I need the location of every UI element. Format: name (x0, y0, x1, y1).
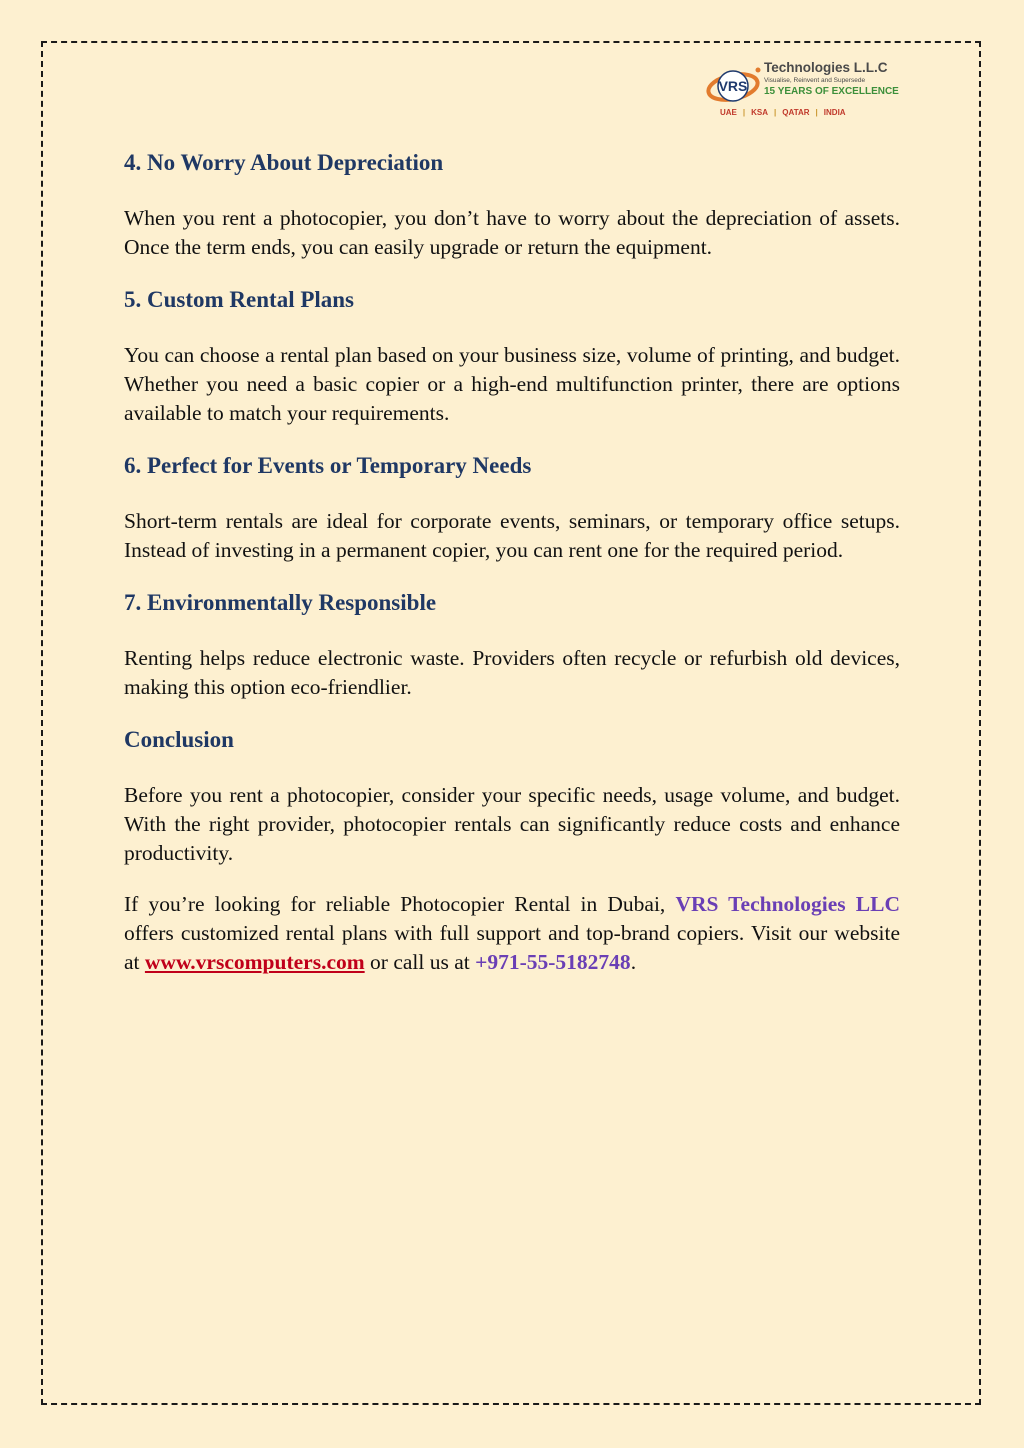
conclusion-heading: Conclusion (124, 727, 234, 752)
document-body (124, 148, 900, 977)
vrs-emblem-icon (706, 64, 762, 108)
logo-years-badge: 15 YEARS OF EXCELLENCE (764, 86, 899, 97)
region-india: INDIA (823, 108, 846, 117)
emblem-letters: VRS (718, 78, 748, 94)
call-to-action (124, 890, 900, 977)
section-heading-environment: 7. Environmentally Responsible (124, 590, 437, 615)
phone-number[interactable]: +971-55-5182748 (475, 950, 631, 974)
section-heading-events: 6. Perfect for Events or Temporary Needs (124, 453, 532, 478)
section-body-environment: Renting helps reduce electronic waste. Providers often recycle or refurbish old devices, making this option eco-friendlier. (124, 646, 900, 699)
region-separator: | (742, 108, 746, 117)
section-body-events: Short-term rentals are ideal for corporate events, seminars, or temporary office setups. Instead of investing in a permanent copier, you can rent one for the required period. (124, 509, 900, 562)
cta-middle: offers customized rental plans with full support and top-brand copiers. Visit our website at (124, 921, 900, 974)
section-heading-custom-plans: 5. Custom Rental Plans (124, 287, 355, 312)
conclusion-body: Before you rent a photocopier, consider your specific needs, usage volume, and budget. With the right provider, photocopier rentals can significantly reduce costs and enhance productivity. (124, 783, 900, 865)
cta-end: . (630, 950, 637, 974)
logo-regions (720, 108, 846, 117)
section-body-depreciation: When you rent a photocopier, you don’t have to worry about the depreciation of assets. Once the term ends, you can easily upgrade or return the equipment. (124, 206, 900, 259)
company-logo (706, 60, 906, 124)
website-link[interactable]: www.vrscomputers.com (144, 950, 365, 974)
brand-name: VRS Technologies LLC (675, 892, 900, 916)
region-uae: UAE (720, 108, 737, 117)
logo-company-name: Technologies L.L.C (764, 60, 888, 75)
section-body-custom-plans: You can choose a rental plan based on your business size, volume of printing, and budget. Whether you need a basic copier or a high-end multifunction printer, there are options available to match your requirements. (124, 343, 900, 425)
logo-tagline: Visualise, Reinvent and Supersede (764, 77, 866, 84)
section-heading-depreciation: 4. No Worry About Depreciation (124, 150, 444, 175)
region-separator: | (815, 108, 818, 117)
region-ksa: KSA (751, 108, 769, 117)
cta-intro: If you’re looking for reliable Photocopier Rental in Dubai, (124, 892, 676, 916)
region-separator: | (774, 108, 777, 117)
cta-call: or call us at (364, 950, 476, 974)
region-qatar: QATAR (782, 108, 810, 117)
